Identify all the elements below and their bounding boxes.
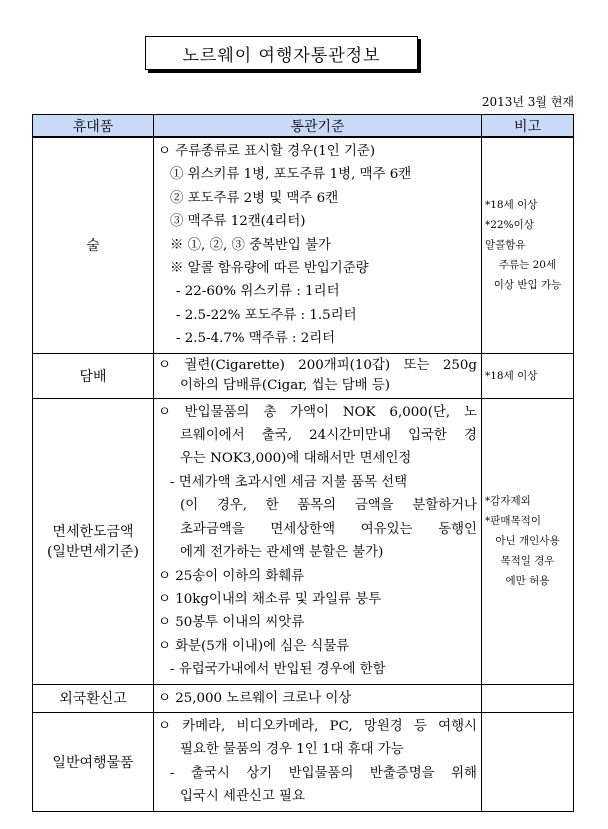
customs-table xyxy=(32,114,574,812)
dutyfree-note xyxy=(482,398,574,684)
rule-line: ㅇ 10kg이내의 채소류 및 과일류 붕투 xyxy=(158,591,382,607)
rule-line: ※ 알콜 함유량에 따른 반입기준량 xyxy=(170,261,369,277)
tobacco-rules xyxy=(154,353,482,398)
rule-line: 이하의 담배류(Cigar, 씹는 담배 등) xyxy=(180,377,391,393)
rule-line: ㅇ 화분(5개 이내)에 심은 식물류 xyxy=(158,638,350,654)
rule-line: ① 위스키류 1병, 포도주류 1병, 맥주 6캔 xyxy=(170,167,412,183)
note-line: *18세 이상 xyxy=(485,369,538,382)
dutyfree-row xyxy=(33,398,574,684)
currency-row xyxy=(33,684,574,712)
rule-line: ㅇ 주류종류로 표시할 경우(1인 기준) xyxy=(158,144,376,159)
note-line: 아닌 개인사용 xyxy=(495,535,560,548)
liquor-category: 술 xyxy=(33,137,154,353)
rule-line: - 22-60% 위스키류 : 1리터 xyxy=(176,284,340,300)
liquor-note xyxy=(482,137,574,353)
rule-line: ㅇ 궐련(Cigarette) 200개피(10갑) 또는 250g xyxy=(158,357,477,373)
dutyfree-category xyxy=(33,398,154,684)
general-note xyxy=(482,712,574,811)
rule-line: - 면세가액 초과시엔 세금 지불 품목 선택 xyxy=(170,474,408,490)
note-line: *18세 이상 xyxy=(485,199,538,212)
general-rules xyxy=(154,712,482,811)
liquor-row xyxy=(33,137,574,353)
rule-line: ㅇ 반입물품의 총 가액이 NOK 6,000(단, 노 xyxy=(158,404,477,420)
rule-line: ② 포도주류 2병 및 맥주 6캔 xyxy=(170,190,339,206)
rule-line: - 유럽국가내에서 반입된 경우에 한함 xyxy=(170,662,386,678)
header-criteria: 통관기준 xyxy=(154,115,482,138)
note-line: *판매목적이 xyxy=(485,515,541,528)
currency-note xyxy=(482,684,574,712)
page-title: 노르웨이 여행자통관정보 xyxy=(145,36,418,70)
dutyfree-rules xyxy=(154,398,482,684)
note-line: 에만 허용 xyxy=(505,575,550,588)
rule-line: ㅇ 50봉투 이내의 씨앗류 xyxy=(158,615,305,631)
currency-category: 외국환신고 xyxy=(33,684,154,712)
rule-line: - 2.5-22% 포도주류 : 1.5리터 xyxy=(176,307,357,323)
rule-line: 입국시 세관신고 필요 xyxy=(180,789,305,805)
note-line: *22%이상 xyxy=(485,219,534,232)
header-item: 휴대품 xyxy=(33,115,154,138)
note-line: 목적일 경우 xyxy=(500,555,555,568)
rule-line: ㅇ 25,000 노르웨이 크로나 이상 xyxy=(158,690,352,706)
rule-line: 초과금액을 면세상한액 여유있는 동행인 xyxy=(180,521,477,537)
rule-line: ㅇ 카메라, 비디오카메라, PC, 망원경 등 여행시 xyxy=(158,718,477,734)
tobacco-note xyxy=(482,353,574,398)
rule-line: 르웨이에서 출국, 24시간미만내 입국한 경 xyxy=(180,428,477,444)
rule-line: 필요한 물품의 경우 1인 1대 휴대 가능 xyxy=(180,742,404,758)
note-line: 주류는 20세 xyxy=(498,259,557,272)
header-row xyxy=(33,115,574,138)
rule-line: 에게 전가하는 관세액 분할은 불가) xyxy=(180,545,384,561)
rule-line: - 출국시 상기 반입물품의 반출증명을 위해 xyxy=(170,765,477,781)
header-note: 비고 xyxy=(482,115,574,138)
general-row xyxy=(33,712,574,811)
currency-rules xyxy=(154,684,482,712)
rule-line: 우는 NOK3,000)에 대해서만 면세인정 xyxy=(180,451,412,467)
category-line: (일반면세기준) xyxy=(46,544,140,561)
rule-line: ③ 맥주류 12캔(4리터) xyxy=(170,214,306,230)
category-line: 면세한도금액 xyxy=(52,524,134,541)
note-line: 이상 반입 가능 xyxy=(493,279,562,292)
rule-line: (이 경우, 한 품목의 금액을 분할하거나 xyxy=(180,498,477,514)
date-label: 2013년 3월 현재 xyxy=(481,95,574,109)
general-category: 일반여행물품 xyxy=(33,712,154,811)
rule-line: - 2.5-4.7% 맥주류 : 2리터 xyxy=(176,331,336,347)
tobacco-row xyxy=(33,353,574,398)
rule-line: ※ ①, ②, ③ 중복반입 불가 xyxy=(170,237,331,253)
note-line: *감자제외 xyxy=(485,495,531,508)
rule-line: ㅇ 25송이 이하의 화훼류 xyxy=(158,568,305,584)
liquor-rules xyxy=(154,137,482,353)
tobacco-category: 담배 xyxy=(33,353,154,398)
note-line: 알콜함유 xyxy=(485,239,526,252)
